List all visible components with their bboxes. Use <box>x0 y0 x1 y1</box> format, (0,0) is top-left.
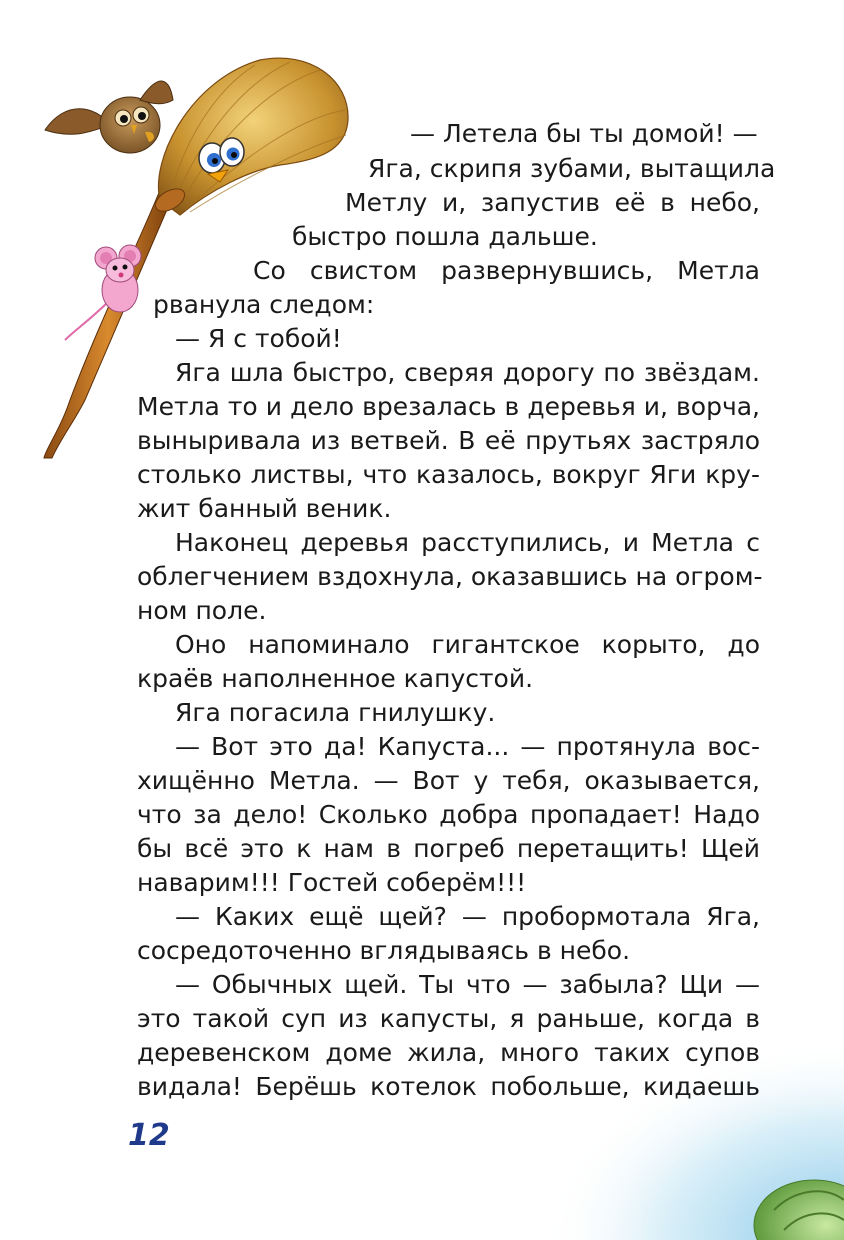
text-line: хищённо Метла. — Вот у тебя, оказывается, <box>137 766 760 795</box>
text-line: это такой суп из капусты, я раньше, когда в <box>137 1004 760 1033</box>
text-line: — Обычных щей. Ты что — забыла? Щи — <box>175 970 760 999</box>
text-line: ном поле. <box>137 596 267 625</box>
text-line: Наконец деревья расступились, и Метла с <box>175 528 760 557</box>
text-line: — Каких ещё щей? — пробормотала Яга, <box>175 902 760 931</box>
text-line: столько листвы, что казалось, вокруг Яги кру- <box>137 460 760 489</box>
text-line: Оно напоминало гигантское корыто, до <box>175 630 760 659</box>
text-line: наварим!!! Гостей соберём!!! <box>137 868 527 897</box>
text-line: облегчением вздохнула, оказавшись на огром- <box>137 562 763 591</box>
text-line: сосредоточенно вглядываясь в небо. <box>137 936 631 965</box>
text-line: что за дело! Сколько добра пропадает! Надо <box>137 800 760 829</box>
text-line: Метла то и дело врезалась в деревья и, ворча, <box>137 392 760 421</box>
text-line: бы всё это к нам в погреб перетащить! Щей <box>137 834 760 863</box>
text-line: видала! Берёшь котелок побольше, кидаешь <box>137 1072 760 1101</box>
text-line: Со свистом развернувшись, Метла <box>253 256 760 285</box>
text-line: — Я с тобой! <box>175 324 342 353</box>
text-line: быстро пошла дальше. <box>292 222 598 251</box>
text-line: выныривала из ветвей. В её прутьях застряло <box>137 426 760 455</box>
text-line: жит банный веник. <box>137 494 392 523</box>
text-line: Яга, скрипя зубами, вытащила <box>368 154 776 183</box>
text-line: — Вот это да! Капуста... — протянула вос- <box>175 732 760 761</box>
text-line: Метлу и, запустив её в небо, <box>345 188 760 217</box>
text-line: рванула следом: <box>153 290 375 319</box>
text-line: Яга погасила гнилушку. <box>175 698 496 727</box>
text-line: — Летела бы ты домой! — <box>410 119 758 148</box>
text-line: краёв наполненное капустой. <box>137 664 534 693</box>
text-line: Яга шла быстро, сверяя дорогу по звёздам. <box>175 358 760 387</box>
text-line: деревенском доме жила, много таких супов <box>137 1038 760 1067</box>
page-number: 12 <box>128 1118 170 1153</box>
